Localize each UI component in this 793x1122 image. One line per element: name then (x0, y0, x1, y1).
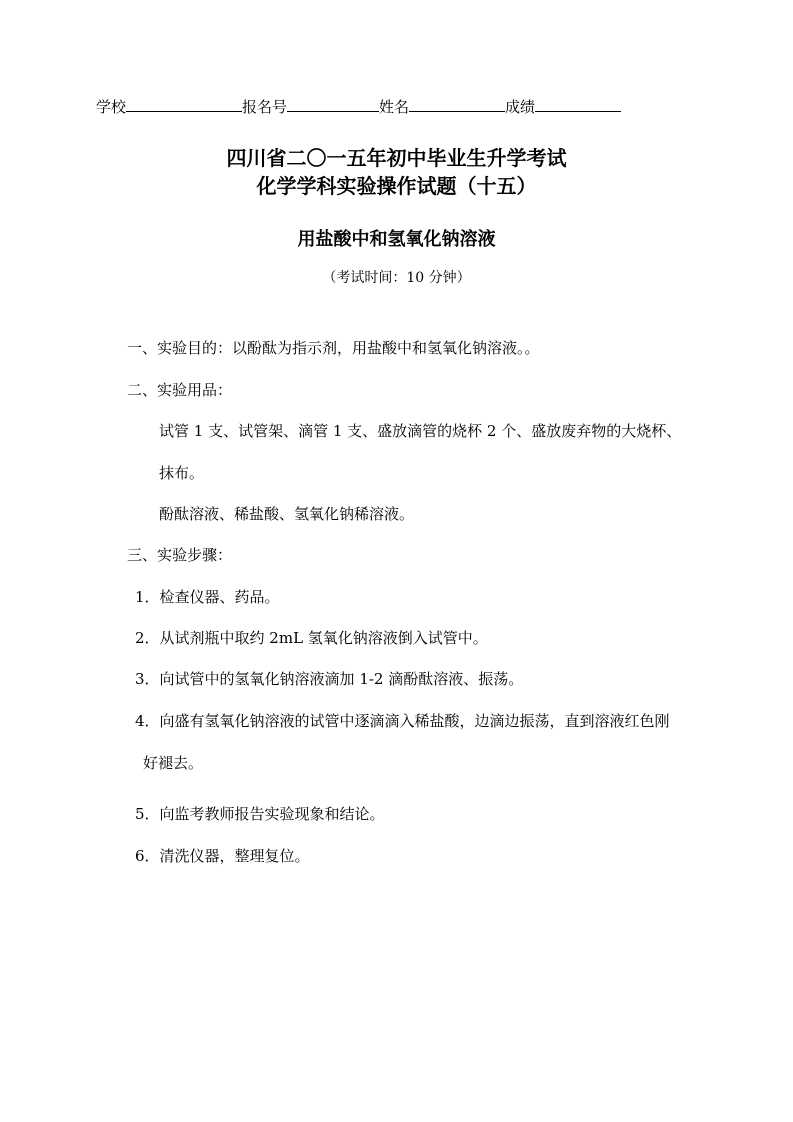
steps-heading: 三、实验步骤： (127, 546, 233, 564)
step-3: 3．向试管中的氢氧化钠溶液滴加 1-2 滴酚酞溶液、振荡。 (135, 670, 524, 688)
school-label: 学校 (96, 98, 127, 116)
experiment-title: 用盐酸中和氢氧化钠溶液 (297, 229, 496, 250)
exam-no-blank (287, 95, 379, 112)
exam-time-note: （考试时间：10 分钟） (322, 270, 471, 286)
step-2: 2．从试剂瓶中取约 2mL 氢氧化钠溶液倒入试管中。 (135, 629, 488, 647)
score-blank (535, 95, 621, 112)
materials-line-2: 抹布。 (159, 464, 205, 482)
step-4-line-1: 4．向盛有氢氧化钠溶液的试管中逐滴滴入稀盐酸，边滴边振荡，直到溶液红色刚 (135, 712, 670, 730)
exam-title: 四川省二〇一五年初中毕业生升学考试 (226, 146, 567, 170)
name-blank (409, 95, 505, 112)
score-label: 成绩 (505, 98, 536, 116)
name-label: 姓名 (379, 98, 410, 116)
materials-heading: 二、实验用品： (127, 381, 233, 399)
purpose-text: 一、实验目的：以酚酞为指示剂，用盐酸中和氢氧化钠溶液。。 (127, 339, 540, 357)
step-1: 1．检查仪器、药品。 (135, 588, 280, 606)
materials-line-1: 试管 1 支、试管架、滴管 1 支、盛放滴管的烧杯 2 个、盛放废弃物的大烧杯、 (159, 422, 682, 440)
reagents-line: 酚酞溶液、稀盐酸、氢氧化钠稀溶液。 (159, 505, 415, 523)
exam-subject-title: 化学学科实验操作试题（十五） (256, 174, 537, 198)
exam-no-label: 报名号 (242, 98, 288, 116)
student-info-line (96, 95, 621, 118)
step-4-line-2: 好褪去。 (143, 754, 204, 772)
step-5: 5．向监考教师报告实验现象和结论。 (135, 805, 385, 823)
school-blank (126, 95, 242, 112)
step-6: 6．清洗仪器，整理复位。 (135, 847, 310, 865)
